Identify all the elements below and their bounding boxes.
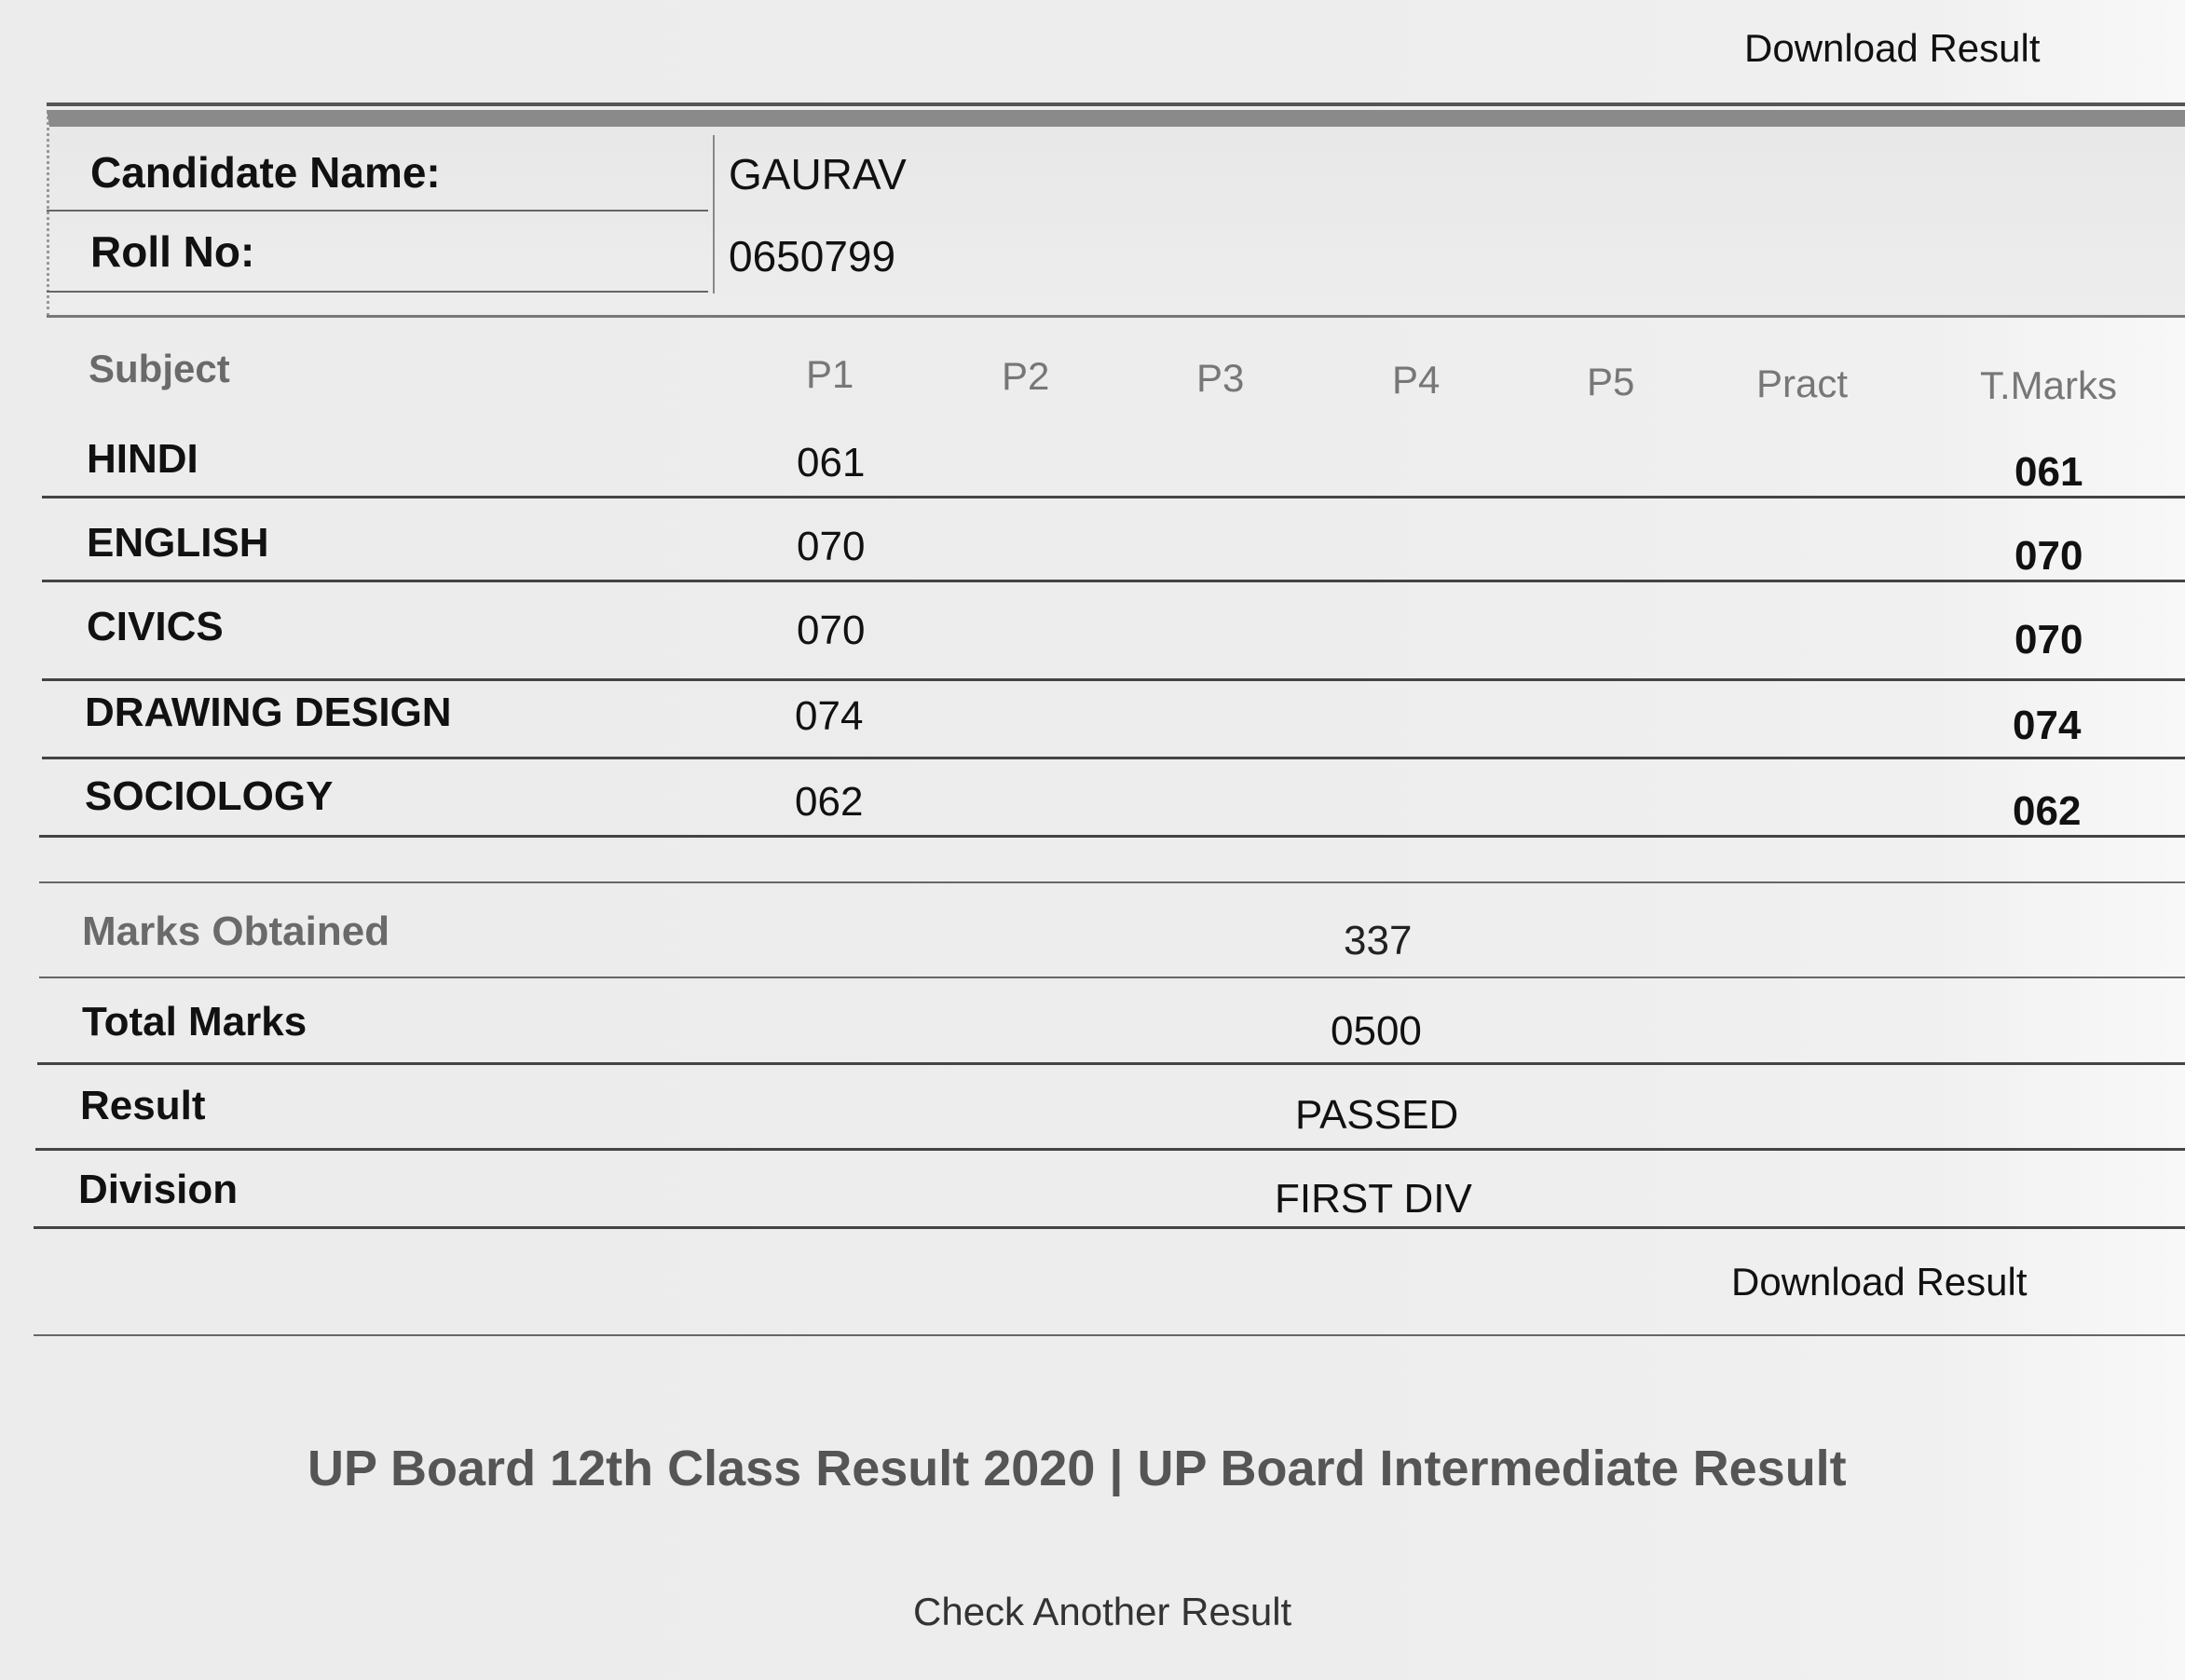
candidate-box-divider bbox=[713, 135, 715, 294]
subject-p1-hindi: 061 bbox=[797, 440, 866, 485]
summary-divider bbox=[35, 1148, 2185, 1151]
subject-total-hindi: 061 bbox=[2014, 449, 2083, 495]
subject-total-english: 070 bbox=[2014, 533, 2083, 579]
total-marks-label: Total Marks bbox=[82, 999, 307, 1045]
download-divider bbox=[34, 1334, 2185, 1336]
summary-divider bbox=[39, 977, 2185, 978]
row-divider bbox=[39, 835, 2185, 838]
column-header-subject: Subject bbox=[89, 347, 230, 390]
column-header-total-marks: T.Marks bbox=[1980, 363, 2117, 407]
column-header-p4: P4 bbox=[1392, 358, 1441, 402]
row-divider bbox=[42, 757, 2185, 759]
roll-number-label: Roll No: bbox=[90, 227, 255, 276]
row-divider bbox=[42, 678, 2185, 681]
marks-obtained-value: 337 bbox=[1344, 918, 1413, 963]
subject-total-sociology: 062 bbox=[2013, 788, 2082, 834]
subject-table-bottom bbox=[39, 881, 2185, 883]
row-divider bbox=[42, 496, 2185, 499]
subject-name-hindi: HINDI bbox=[87, 436, 198, 482]
subject-name-drawing-design: DRAWING DESIGN bbox=[85, 690, 452, 735]
division-value: FIRST DIV bbox=[1275, 1176, 1472, 1222]
roll-number-value: 0650799 bbox=[729, 232, 896, 280]
subject-p1-sociology: 062 bbox=[795, 779, 864, 825]
candidate-name-label: Candidate Name: bbox=[90, 148, 441, 197]
candidate-info-box bbox=[47, 110, 2185, 317]
subject-total-drawing-design: 074 bbox=[2013, 703, 2082, 748]
column-header-p3: P3 bbox=[1196, 356, 1245, 400]
marks-obtained-label: Marks Obtained bbox=[82, 908, 390, 954]
column-header-p5: P5 bbox=[1587, 360, 1635, 403]
subject-p1-english: 070 bbox=[797, 524, 866, 569]
download-result-link-bottom[interactable]: Download Result bbox=[1731, 1260, 2028, 1304]
page-title: UP Board 12th Class Result 2020 | UP Board Intermediate Result bbox=[307, 1441, 1847, 1496]
candidate-row-divider bbox=[47, 210, 708, 212]
row-divider bbox=[42, 580, 2185, 582]
subject-name-civics: CIVICS bbox=[87, 604, 224, 649]
column-header-pract: Pract bbox=[1756, 362, 1849, 405]
total-marks-value: 0500 bbox=[1331, 1008, 1422, 1054]
column-header-p2: P2 bbox=[1002, 354, 1050, 398]
subject-total-civics: 070 bbox=[2014, 617, 2083, 662]
summary-divider bbox=[34, 1226, 2185, 1229]
result-label: Result bbox=[80, 1083, 206, 1128]
result-value: PASSED bbox=[1295, 1092, 1459, 1138]
column-header-p1: P1 bbox=[806, 352, 854, 396]
check-another-result-link[interactable]: Check Another Result bbox=[913, 1590, 1292, 1633]
subject-p1-civics: 070 bbox=[797, 608, 866, 653]
division-label: Division bbox=[78, 1167, 239, 1212]
subject-name-english: ENGLISH bbox=[87, 520, 269, 566]
summary-divider bbox=[37, 1062, 2185, 1065]
candidate-box-bottom bbox=[47, 315, 2185, 318]
candidate-row-bottom bbox=[47, 291, 708, 293]
candidate-name-value: GAURAV bbox=[729, 150, 907, 198]
subject-p1-drawing-design: 074 bbox=[795, 693, 864, 739]
download-result-link-top[interactable]: Download Result bbox=[1744, 26, 2041, 70]
header-divider bbox=[47, 102, 2185, 106]
subject-name-sociology: SOCIOLOGY bbox=[85, 773, 334, 819]
